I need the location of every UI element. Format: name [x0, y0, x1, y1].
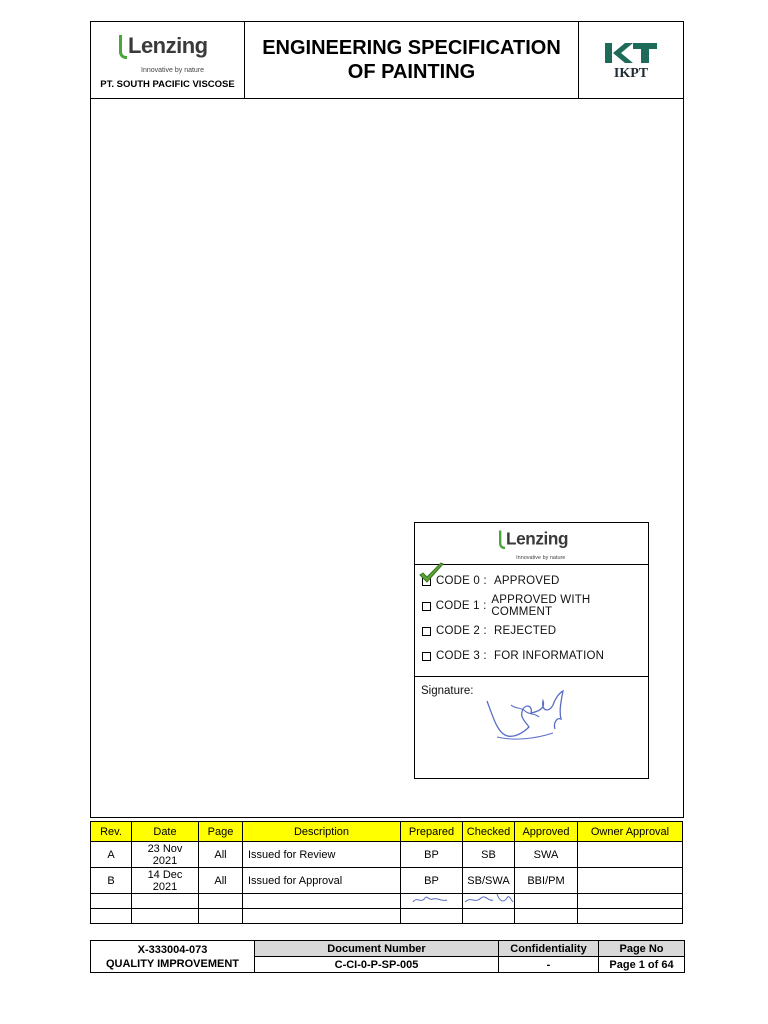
empty-cell	[91, 909, 132, 924]
prepared-signature-cell	[401, 894, 463, 909]
description-cell: Issued for Approval	[243, 868, 401, 894]
checked-cell: SB/SWA	[463, 868, 515, 894]
stamp-lenzing-logo	[499, 528, 577, 567]
table-row	[91, 868, 683, 894]
checkmark-icon	[417, 561, 445, 587]
table-row	[91, 842, 683, 868]
col-header-description: Description	[243, 822, 401, 842]
stamp-logo-tagline: Innovative by nature	[516, 555, 566, 561]
code-0-id: CODE 0 :	[436, 575, 487, 587]
approved-cell	[515, 868, 578, 894]
approved-cell: SWA	[515, 842, 578, 868]
code-2-label: REJECTED	[494, 625, 557, 637]
approval-stamp	[414, 522, 649, 779]
ikpt-logo-text: IKPT	[613, 66, 649, 81]
empty-cell	[515, 894, 578, 909]
title-line-2: OF PAINTING	[347, 61, 476, 83]
approved-value: BBI/PM	[527, 874, 565, 887]
empty-cell	[578, 909, 683, 924]
empty-cell	[132, 909, 199, 924]
document-footer	[90, 940, 685, 973]
doc-number-value: C-CI-0-P-SP-005	[255, 957, 499, 973]
code-3-row	[422, 648, 604, 664]
stamp-logo-cell	[415, 523, 648, 565]
date-line-2: 2021	[152, 854, 178, 867]
empty-cell	[463, 909, 515, 924]
title-line-1: ENGINEERING SPECIFICATION	[262, 37, 561, 59]
contractor-logo-cell	[579, 22, 683, 98]
lenzing-logo-mark	[119, 35, 127, 59]
project-info-cell	[91, 941, 255, 973]
footer-header-row	[91, 941, 685, 957]
company-name: PT. SOUTH PACIFIC VISCOSE	[100, 79, 235, 90]
lenzing-logo-text: Lenzing	[128, 33, 208, 58]
kt-logo-mark	[603, 42, 659, 64]
col-header-date: Date	[132, 822, 199, 842]
empty-cell	[515, 909, 578, 924]
code-2-checkbox[interactable]	[422, 627, 431, 636]
lenzing-logo-tagline: Innovative by nature	[141, 67, 205, 74]
code-2-row	[422, 623, 556, 639]
empty-cell	[91, 894, 132, 909]
client-logo-cell	[91, 22, 245, 98]
code-3-label: FOR INFORMATION	[494, 650, 605, 662]
owner-approval-cell	[578, 842, 683, 868]
project-number: X-333004-073	[137, 943, 208, 956]
description-cell: Issued for Review	[243, 842, 401, 868]
date-line-1: 14 Dec	[147, 868, 183, 881]
signature-image	[483, 687, 573, 743]
prepared-cell: BP	[401, 868, 463, 894]
revision-table	[90, 821, 683, 924]
col-header-owner-approval: Owner Approval	[578, 822, 683, 842]
empty-cell	[243, 894, 401, 909]
date-cell	[132, 868, 199, 894]
checked-signature	[463, 890, 515, 908]
signature-row	[91, 894, 683, 909]
empty-cell	[199, 909, 243, 924]
document-title	[245, 22, 579, 98]
prepared-signature	[411, 892, 451, 908]
date-cell	[132, 842, 199, 868]
code-1-row	[422, 594, 648, 618]
rev-cell: B	[91, 868, 132, 894]
code-1-label: APPROVED WITH COMMENT	[491, 594, 591, 618]
confidentiality-label: Confidentiality	[499, 941, 599, 957]
stamp-logo-mark	[499, 530, 505, 549]
checked-signature-cell	[463, 894, 515, 909]
empty-cell	[132, 894, 199, 909]
code-1-id: CODE 1 :	[435, 600, 487, 612]
checked-cell: SB	[463, 842, 515, 868]
approval-codes	[415, 565, 648, 677]
col-header-rev: Rev.	[91, 822, 132, 842]
lenzing-logo	[119, 32, 219, 82]
code-3-id: CODE 3 :	[436, 650, 487, 662]
col-header-prepared: Prepared	[401, 822, 463, 842]
code-1-checkbox[interactable]	[422, 602, 431, 611]
owner-approval-cell	[578, 868, 683, 894]
col-header-page: Page	[199, 822, 243, 842]
date-line-1: 23 Nov	[147, 842, 183, 855]
page-no-label: Page No	[599, 941, 685, 957]
empty-cell	[578, 894, 683, 909]
doc-number-label: Document Number	[255, 941, 499, 957]
date-line-2: 2021	[152, 880, 178, 893]
stamp-logo-text: Lenzing	[506, 528, 569, 549]
table-row	[91, 909, 683, 924]
rev-cell: A	[91, 842, 132, 868]
empty-cell	[199, 894, 243, 909]
code-2-id: CODE 2 :	[436, 625, 487, 637]
col-header-approved: Approved	[515, 822, 578, 842]
revision-header-row	[91, 822, 683, 842]
empty-cell	[401, 909, 463, 924]
project-name: QUALITY IMPROVEMENT	[105, 957, 240, 970]
page-cell: All	[199, 842, 243, 868]
code-0-label: APPROVED	[494, 575, 560, 587]
empty-cell	[243, 909, 401, 924]
page-number-value: Page 1 of 64	[599, 957, 685, 973]
code-3-checkbox[interactable]	[422, 652, 431, 661]
confidentiality-value: -	[499, 957, 599, 973]
col-header-checked: Checked	[463, 822, 515, 842]
document-header	[90, 21, 684, 99]
prepared-cell: BP	[401, 842, 463, 868]
page-cell: All	[199, 868, 243, 894]
signature-label: Signature:	[421, 685, 474, 697]
